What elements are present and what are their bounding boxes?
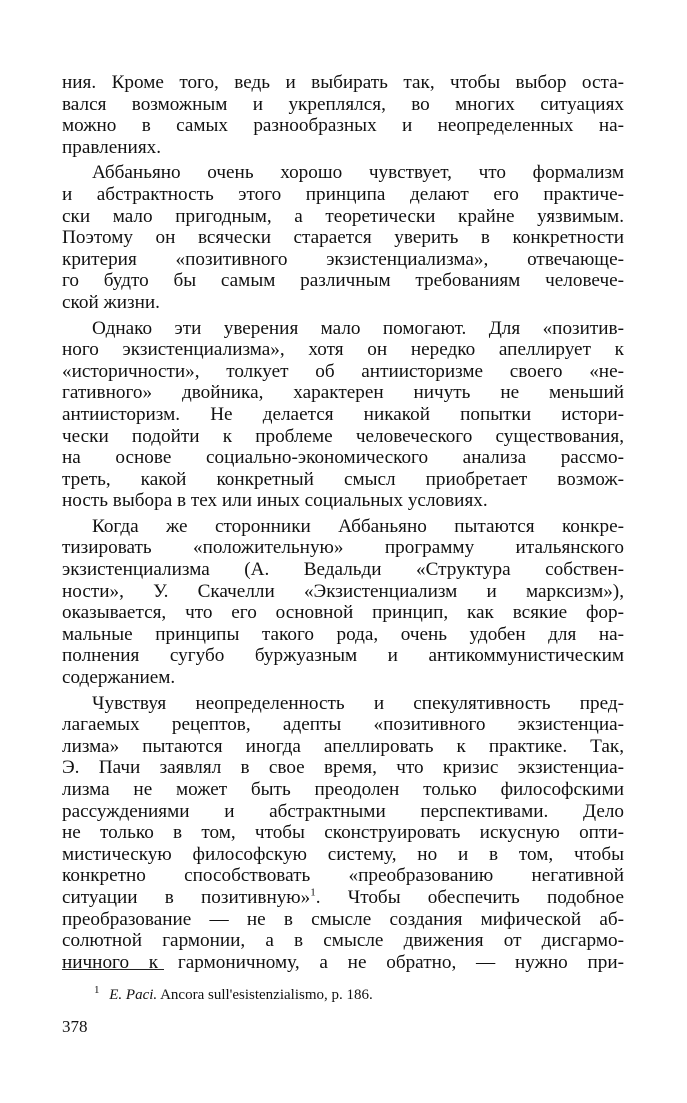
text-line: треть, какой конкретный смысл приобретает возмож- [62, 468, 624, 490]
text-line: полнения сугубо буржуазным и антикоммунистическим [62, 645, 624, 667]
text-line: тизировать «положительную» программу итальянского [62, 537, 624, 559]
text-line: лагаемых рецептов, адепты «позитивного экзистенциа- [62, 714, 624, 736]
text-line: Однако эти уверения мало помогают. Для «позитив- [92, 317, 624, 339]
text-line: вался возможным и укреплялся, во многих ситуациях [62, 93, 624, 115]
text-line: чески подойти к проблеме человеческого существования, [62, 425, 624, 447]
text-line: критерия «позитивного экзистенциализма», отвечающе- [62, 248, 624, 270]
text-line: не только в том, чтобы сконструировать искусную опти- [62, 822, 624, 844]
text-line: преобразование — не в смысле создания мифической аб- [62, 908, 624, 930]
text-line: ности», У. Скачелли «Экзистенциализм и марксизм»), [62, 580, 624, 602]
text-line: го будто бы самым различным требованиям человече- [62, 270, 624, 292]
text-line-part: . Чтобы обеспечить подобное [315, 886, 624, 908]
text-line: Чувствуя неопределенность и спекулятивность пред- [92, 692, 624, 714]
footnote-divider [62, 969, 164, 970]
text-line: гативного» двойника, характерен ничуть не меньший [62, 382, 624, 404]
text-line: «историчности», толкует об антиисторизме своего «не- [62, 360, 624, 382]
text-line: содержанием. [62, 667, 176, 689]
text-line: лизма» пытаются иногда апеллировать к практике. Так, [62, 735, 624, 757]
text-line-part: ситуации в позитивную» [62, 886, 311, 908]
text-line: лизма не может быть преодолен только философскими [62, 779, 624, 800]
footnote-author: E. Paci. [109, 987, 158, 1003]
page-number: 378 [62, 1017, 88, 1036]
footnote-mark: 1 [94, 984, 100, 996]
text-line: конкретно способствовать «преобразованию негативной [62, 865, 624, 887]
text-line: оказывается, что его основной принцип, как всякие фор- [62, 602, 624, 624]
text-line: ния. Кроме того, ведь и выбирать так, чтобы выбор оста- [62, 72, 624, 93]
text-line [62, 887, 624, 909]
text-line: и абстрактность этого принципа делают его практиче- [62, 183, 624, 205]
text-line: ного экзистенциализма», хотя он нередко апеллирует к [62, 339, 624, 361]
text-line: на основе социально-экономического анализа рассмо- [62, 447, 624, 469]
text-line: солютной гармонии, а в смысле движения от дисгармо- [62, 930, 624, 952]
text-line: можно в самых разнообразных и неопределенных на- [62, 115, 624, 137]
text-line: ность выбора в тех или иных социальных условиях. [62, 490, 488, 512]
text-line: правлениях. [62, 136, 162, 158]
text-line: рассуждениями и абстрактными перспективами. Дело [62, 800, 624, 822]
main-text [62, 72, 624, 973]
text-line: мистическую философскую систему, но и в том, чтобы [62, 843, 624, 865]
text-line: ской жизни. [62, 291, 160, 313]
footnote-text: Ancora sull'esistenzialismo, p. 186. [160, 987, 373, 1003]
text-line: мальные принципы такого рода, очень удобен для на- [62, 623, 624, 645]
text-line: Поэтому он всячески старается уверить в конкретности [62, 227, 624, 249]
footnote [94, 981, 373, 1004]
text-line: Когда же сторонники Аббаньяно пытаются конкре- [92, 515, 624, 537]
text-line: ски мало пригодным, а теоретически крайне уязвимым. [62, 205, 624, 227]
text-line: ничного к гармоничному, а не обратно, — нужно при- [62, 951, 624, 973]
footnote-reference: 1 [310, 886, 316, 899]
text-line: Э. Пачи заявлял в свое время, что кризис экзистенциа- [62, 757, 624, 779]
text-line: экзистенциализма (А. Ведальди «Структура собствен- [62, 559, 624, 581]
text-line: антиисторизм. Не делается никакой попытки истори- [62, 403, 624, 425]
text-line: Аббаньяно очень хорошо чувствует, что формализм [92, 162, 624, 184]
